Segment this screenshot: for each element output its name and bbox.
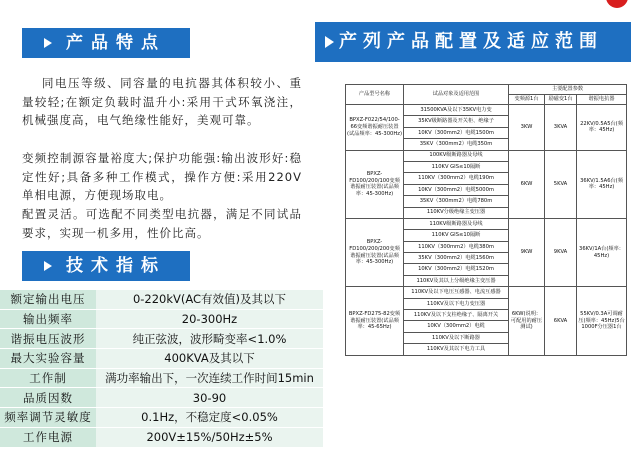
model-cell: BPXZ-FD275-82变频谐振耐压装置(试品频率：45-65Hz) [346,287,404,355]
exc-cell: 3KVA [545,105,577,151]
object-cell: 35KV（300mm2）电缆780m [404,196,509,207]
object-cell: 110KV（300mm2）电缆190m [404,173,509,184]
feature-paragraph-3: 配置灵活。可选配不同类型电抗器，满足不同试品要求，实现一机多用，性价比高。 [22,207,302,240]
object-cell: 31500KVA及以下35KV电力变 [404,105,509,116]
object-cell: 35KV（300mm2）电缆1560m [404,253,509,264]
header-vf-power: 变频源1台 [509,95,545,105]
spec-row [0,349,323,369]
spec-value: 0-220kV(AC有效值)及其以下 [96,290,323,309]
header-params: 主要配置参数 [509,85,627,95]
config-table [345,84,627,356]
spec-key: 频率调节灵敏度 [0,408,96,428]
spec-key: 工作电源 [0,427,96,447]
config-title: 产列产品配置及适应范围 [339,31,603,52]
model-cell: BPXZ-FD100/200/100变频谐振耐压装置(试品频率：45-300Hz) [346,150,404,218]
object-cell: 110KV级断路器及母线 [404,218,509,229]
object-cell: 10KV（300mm2）电缆1520m [404,264,509,275]
object-cell: 110KV GIS≤10隔断 [404,230,509,241]
header-exc-transformer: 励磁变1台 [545,95,577,105]
exc-cell: 6KVA [545,287,577,355]
triangle-bullet-icon [44,261,52,271]
object-cell: 100KV级断路器及母线 [404,150,509,161]
red-decoration [606,0,628,8]
features-title: 产品特点 [66,33,166,53]
reactor-cell: 55KV/0.3A可调耐压(频率：45Hz)5台1000F分压器1台 [577,287,627,355]
features-banner [22,28,190,58]
object-cell: 110KV及以下支柱绝缘子、隔离开关 [404,310,509,321]
feature-paragraph-2: 变频控制源容量裕度大;保护功能强:输出波形好:稳定性好;具备多种工作模式，操作方便:采用220V单相电源，方便现场取电。 [22,151,302,202]
table-row [346,150,627,161]
object-cell: 35KV（300mm2）电缆350m [404,139,509,150]
specs-title: 技术指标 [66,256,166,276]
spec-key: 输出频率 [0,309,96,329]
object-cell: 110KV及其以下电力工具 [404,344,509,355]
exc-cell: 5KVA [545,150,577,218]
object-cell: 110KV分级绝缘主变压器 [404,207,509,218]
vf-cell: 9KW [509,218,545,286]
spec-row [0,427,323,447]
table-row [346,287,627,298]
header-objects: 试品对象及适用范围 [404,85,509,105]
exc-cell: 9KVA [545,218,577,286]
spec-value: 纯正弦波，波形畸变率<1.0% [96,329,323,349]
header-model: 产品型号名称 [346,85,404,105]
spec-value: 400KVA及其以下 [96,349,323,369]
object-cell: 110KV及其以上分级绝缘主变压器 [404,275,509,286]
spec-row [0,368,323,388]
config-header-row [346,85,627,95]
spec-value: 20-300Hz [96,309,323,329]
table-row [346,105,627,116]
object-cell: 110KV（300mm2）电缆380m [404,241,509,252]
reactor-cell: 36KV/1A台(频率：45Hz) [577,218,627,286]
config-banner [315,22,631,62]
reactor-cell: 36KV/1.5A6台(频率：45Hz) [577,150,627,218]
vf-cell: 6KW [509,150,545,218]
object-cell: 35KV级断路器及开关柜、绝缘子 [404,116,509,127]
object-cell: 10KV（300mm2）电缆1500m [404,127,509,138]
model-cell: BPXZ-FD100/200/200变频谐振耐压装置(试品频率：45-300Hz) [346,218,404,286]
header-reactor: 谐振电抗器 [577,95,627,105]
spec-row [0,388,323,408]
model-cell: BPXZ-F022/54/100-66变频谐振耐压装置(试品频率：45-300Hz) [346,105,404,151]
triangle-bullet-icon [44,38,52,48]
spec-row [0,290,323,309]
spec-row [0,309,323,329]
triangle-bullet-icon [325,36,334,48]
table-row [346,218,627,229]
object-cell: 110KV及以下电压互感器、电流互感器 [404,287,509,298]
vf-cell: 6KW(说明：可配用的耐压测试) [509,287,545,355]
spec-table [0,290,323,448]
spec-key: 工作制 [0,368,96,388]
spec-row [0,408,323,428]
spec-key: 额定输出电压 [0,290,96,309]
spec-key: 最大实验容量 [0,349,96,369]
spec-value: 30-90 [96,388,323,408]
feature-paragraph-1: 同电压等级、同容量的电抗器其体积较小、重量较轻;在额定负载时温升小:采用干式环氧浇注，机械强度高，电气绝缘性能好，美观可靠。 [22,76,302,127]
spec-value: 0.1Hz，不稳定度<0.05% [96,408,323,428]
object-cell: 110KV及以下断路器 [404,332,509,343]
vf-cell: 3KW [509,105,545,151]
spec-key: 谐振电压波形 [0,329,96,349]
specs-banner [22,251,190,281]
spec-key: 品质因数 [0,388,96,408]
spec-value: 满功率输出下，一次连续工作时间15min [96,368,323,388]
object-cell: 10KV（300mm2）电缆 [404,321,509,332]
object-cell: 110KV GIS≤10隔断 [404,161,509,172]
object-cell: 110KV及以下电力变压器 [404,298,509,309]
object-cell: 10KV（300mm2）电缆5000m [404,184,509,195]
spec-value: 200V±15%/50Hz±5% [96,427,323,447]
spec-row [0,329,323,349]
reactor-cell: 22KV/0.5A5台(频率：45Hz) [577,105,627,151]
